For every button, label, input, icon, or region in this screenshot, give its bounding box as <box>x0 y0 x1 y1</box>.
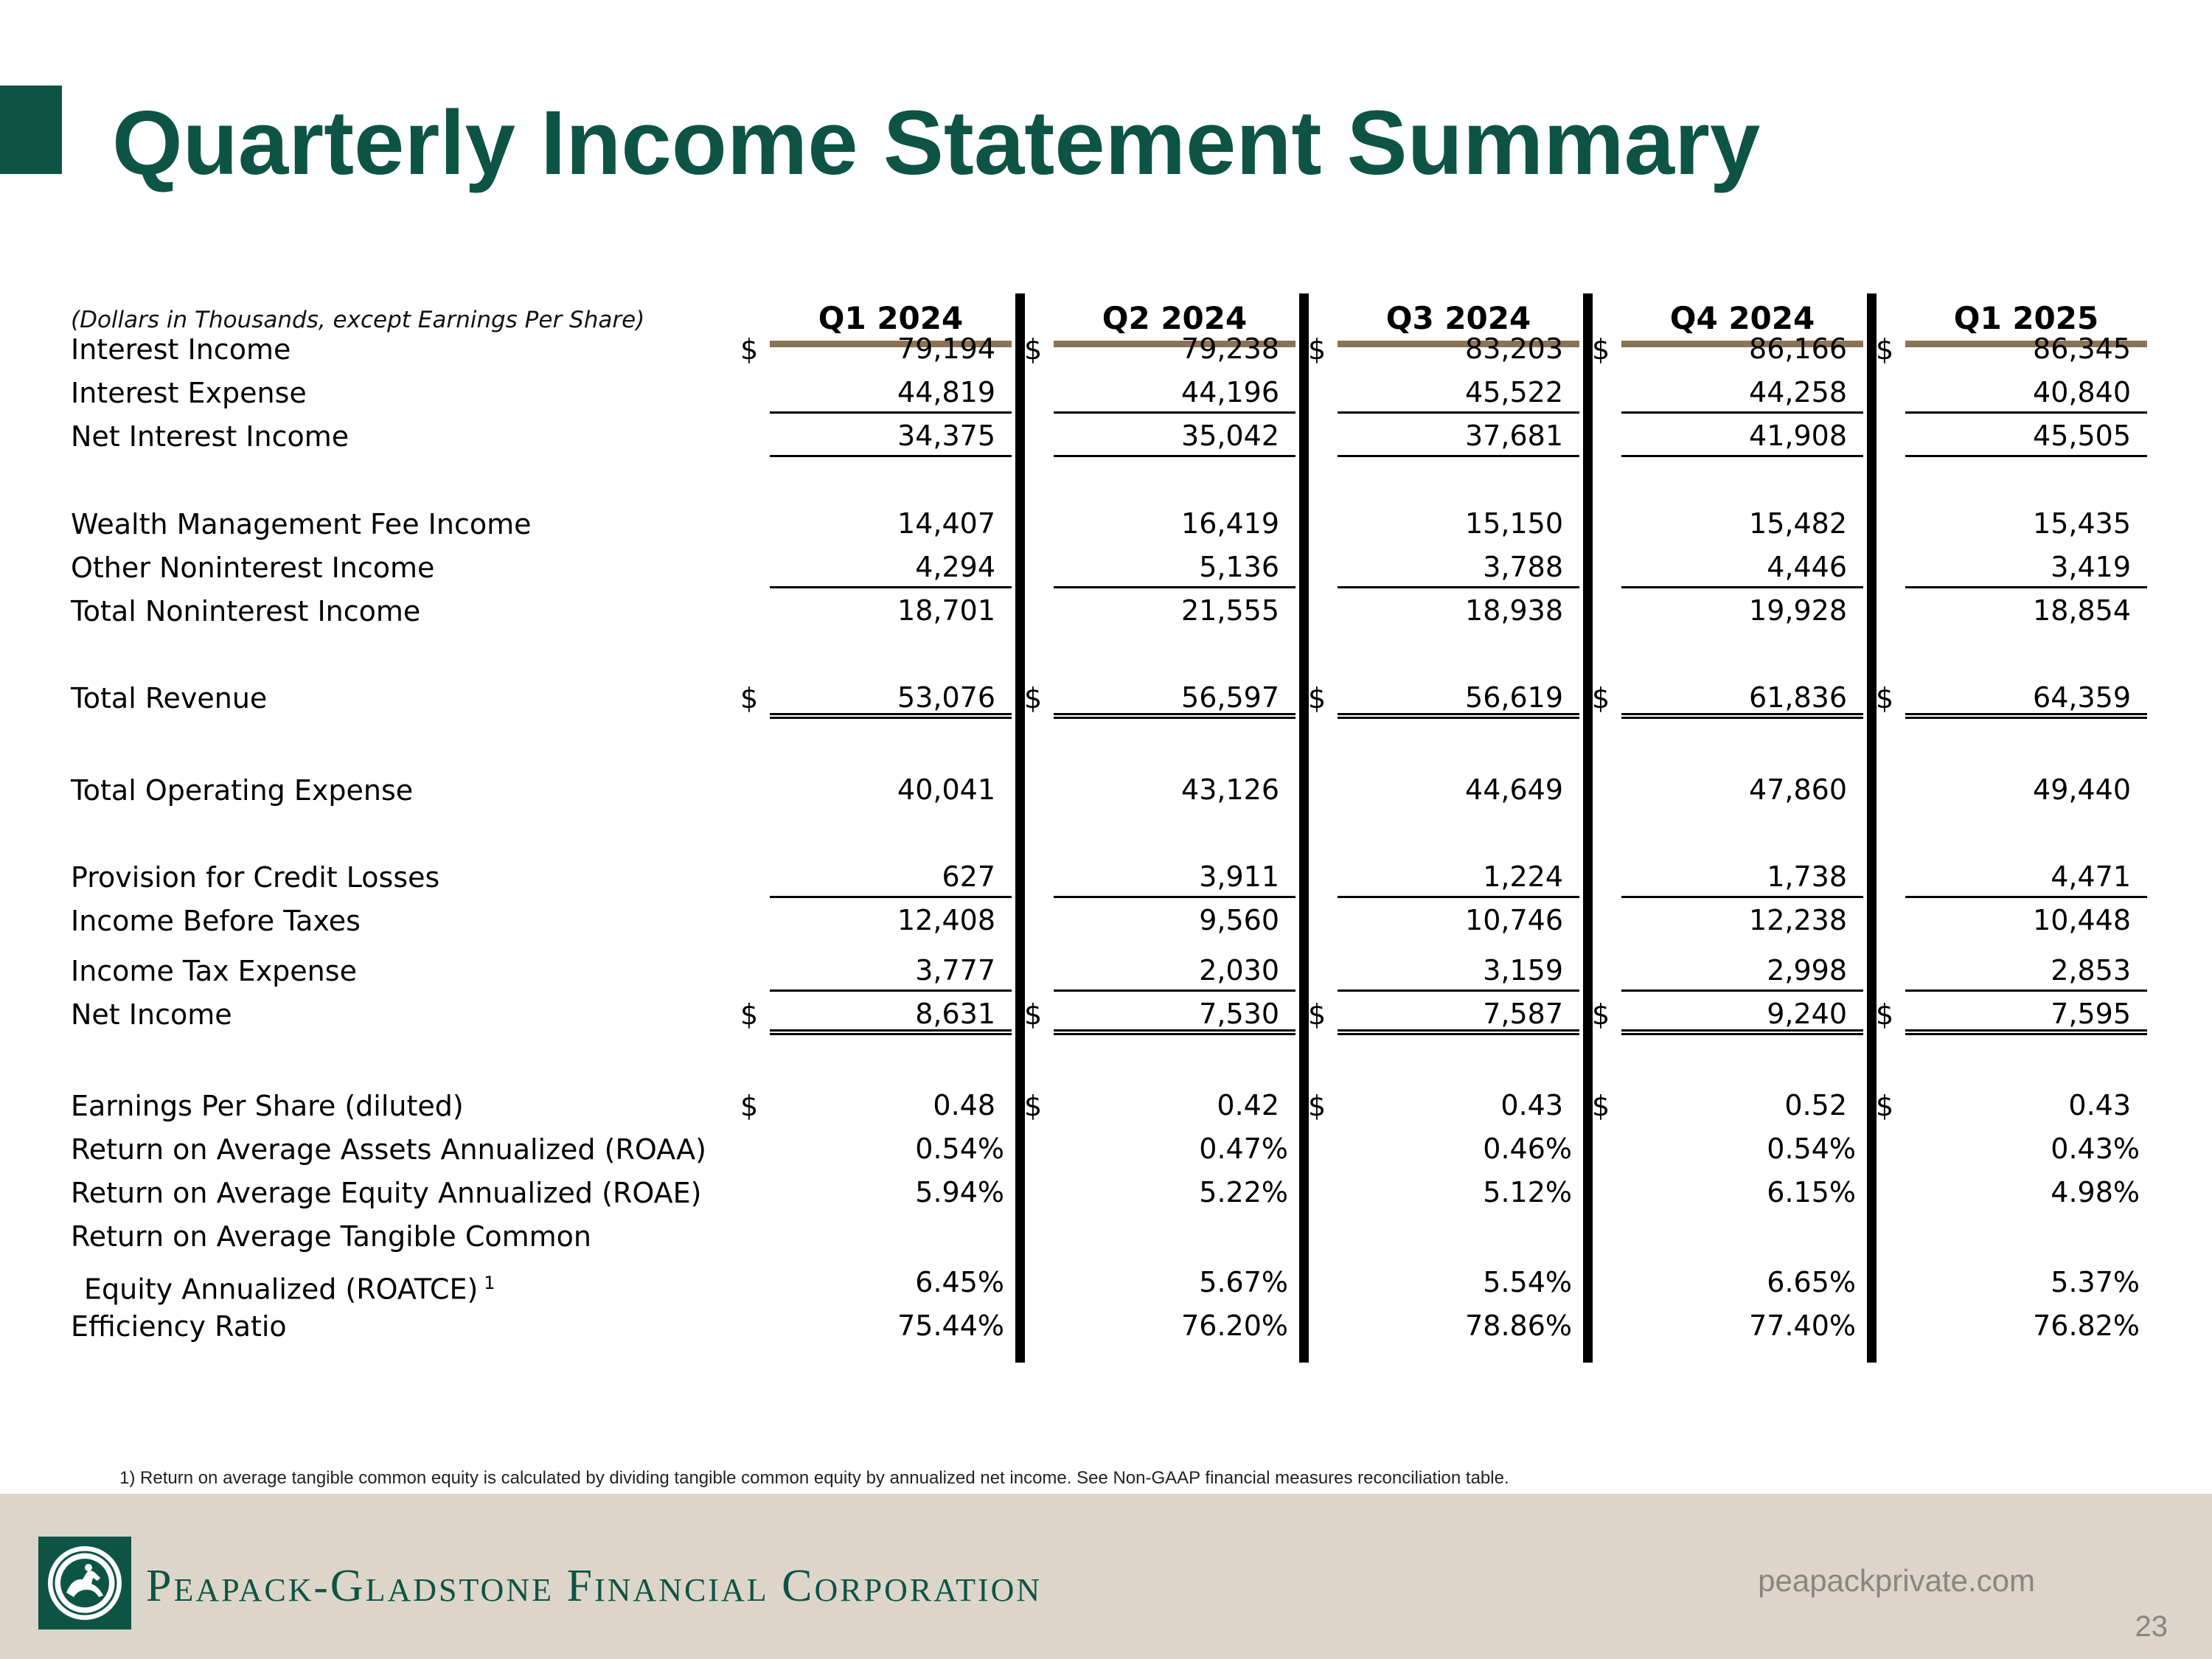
currency-symbol: $ <box>1024 1090 1043 1122</box>
currency-symbol: $ <box>1592 333 1610 366</box>
table-cell: 5.54% <box>1483 1266 1572 1298</box>
table-cell: 40,840 <box>1905 371 2147 414</box>
row-label <box>84 1265 495 1307</box>
table-cell: 79,194 <box>897 333 995 365</box>
table-row <box>65 899 2152 943</box>
currency-symbol: $ <box>1876 998 1894 1031</box>
table-cell: 0.43% <box>2051 1133 2140 1165</box>
table-cell: 0.42 <box>1217 1089 1279 1121</box>
units-note: (Dollars in Thousands, except Earnings Per Share) <box>71 307 645 333</box>
table-row <box>65 1171 2152 1215</box>
table-cell: 2,853 <box>1905 949 2147 992</box>
table-cell: 9,240 <box>1621 992 1863 1035</box>
row-label <box>71 1309 287 1344</box>
table-row <box>65 676 2152 720</box>
table-row <box>65 546 2152 590</box>
currency-symbol: $ <box>1876 333 1894 366</box>
table-cell: 75.44% <box>897 1310 1004 1342</box>
currency-symbol: $ <box>1876 1090 1894 1122</box>
table-cell: 3,419 <box>1905 546 2147 588</box>
table-cell: 61,836 <box>1621 676 1863 719</box>
table-cell: 77.40% <box>1749 1310 1856 1342</box>
column-header: Q2 2024 <box>1054 296 1295 347</box>
table-cell: 5,136 <box>1054 546 1295 588</box>
table-cell: 15,482 <box>1749 507 1847 540</box>
table-cell: 64,359 <box>1905 676 2147 719</box>
row-label <box>71 1088 464 1124</box>
table-cell: 3,788 <box>1338 546 1579 588</box>
table-cell: 18,854 <box>2033 594 2131 627</box>
table-cell: 7,587 <box>1338 992 1579 1035</box>
currency-symbol: $ <box>1592 682 1610 714</box>
table-cell: 44,258 <box>1621 371 1863 414</box>
table-cell: 5.22% <box>1199 1176 1288 1208</box>
table-cell: 0.48 <box>933 1089 995 1121</box>
table-row <box>65 1214 2152 1259</box>
table-cell: 0.54% <box>915 1133 1004 1165</box>
row-label <box>71 903 361 939</box>
table-cell: 40,041 <box>897 773 995 806</box>
row-label <box>71 860 439 895</box>
table-cell: 2,030 <box>1054 949 1295 992</box>
table-cell: 76.20% <box>1181 1310 1288 1342</box>
table-row <box>65 855 2152 900</box>
table-cell: 45,505 <box>1905 414 2147 457</box>
table-cell: 1,224 <box>1338 855 1579 898</box>
table-cell: 5.94% <box>915 1176 1004 1208</box>
table-row <box>65 949 2152 993</box>
horse-rider-seal-icon <box>44 1543 125 1624</box>
table-cell: 56,597 <box>1054 676 1295 719</box>
row-label <box>71 550 434 585</box>
row-label-text: Total Revenue <box>71 682 268 714</box>
table-cell: 21,555 <box>1181 594 1279 627</box>
company-logo <box>38 1537 131 1630</box>
table-cell: 15,150 <box>1465 507 1563 540</box>
currency-symbol: $ <box>740 998 759 1031</box>
row-label <box>71 953 357 989</box>
table-cell: 44,649 <box>1465 773 1563 806</box>
row-label-text: Income Before Taxes <box>71 905 361 937</box>
table-cell: 6.65% <box>1767 1266 1856 1298</box>
table-cell: 4,294 <box>770 546 1012 588</box>
table-cell: 83,203 <box>1465 333 1563 365</box>
footnote-marker: 1 <box>484 1273 495 1293</box>
table-cell: 0.54% <box>1767 1133 1856 1165</box>
table-cell: 6.45% <box>915 1266 1004 1298</box>
table-cell: 34,375 <box>770 414 1012 457</box>
table-cell: 76.82% <box>2033 1310 2140 1342</box>
currency-symbol: $ <box>740 1090 759 1122</box>
table-cell: 49,440 <box>2033 773 2131 806</box>
table-row <box>65 371 2152 415</box>
table-row <box>65 414 2152 459</box>
table-cell: 627 <box>770 855 1012 898</box>
row-label-text: Wealth Management Fee Income <box>71 508 532 540</box>
table-cell: 79,238 <box>1181 333 1279 365</box>
currency-symbol: $ <box>1024 682 1043 714</box>
row-label <box>71 594 420 629</box>
table-cell: 10,746 <box>1465 904 1563 936</box>
table-cell: 0.47% <box>1199 1133 1288 1165</box>
row-label <box>71 375 307 411</box>
table-cell: 44,196 <box>1054 371 1295 414</box>
table-cell: 8,631 <box>770 992 1012 1035</box>
website-url: peapackprivate.com <box>1758 1563 2035 1598</box>
column-header: Q1 2025 <box>1905 296 2147 347</box>
table-row <box>65 589 2152 633</box>
row-label <box>71 1175 701 1211</box>
row-label-text: Total Noninterest Income <box>71 595 421 627</box>
table-cell: 12,238 <box>1749 904 1847 936</box>
table-row <box>65 768 2152 813</box>
table-cell: 4.98% <box>2051 1176 2140 1208</box>
currency-symbol: $ <box>1308 682 1326 714</box>
table-row <box>65 502 2152 546</box>
column-header: Q4 2024 <box>1621 296 1863 347</box>
row-label-text: Interest Income <box>71 333 291 366</box>
currency-symbol: $ <box>1308 333 1326 366</box>
row-label-text: Total Operating Expense <box>71 774 414 807</box>
table-cell: 7,530 <box>1054 992 1295 1035</box>
row-label-text: Return on Average Tangible Common <box>71 1220 591 1253</box>
table-row <box>65 992 2152 1037</box>
row-label <box>71 997 232 1032</box>
row-label <box>71 332 291 367</box>
table-cell: 2,998 <box>1621 949 1863 992</box>
table-cell: 12,408 <box>897 904 995 936</box>
table-cell: 9,560 <box>1199 904 1279 936</box>
currency-symbol: $ <box>1876 682 1894 714</box>
table-cell: 18,701 <box>897 594 995 627</box>
title-accent-bar <box>0 86 62 174</box>
row-label-text: Net Interest Income <box>71 420 349 453</box>
row-label-text: Net Income <box>71 998 232 1031</box>
row-label-text: Efficiency Ratio <box>71 1310 287 1343</box>
table-cell: 6.15% <box>1767 1176 1856 1208</box>
table-cell: 0.52 <box>1784 1089 1847 1121</box>
table-cell: 56,619 <box>1338 676 1579 719</box>
row-label-text: Return on Average Assets Annualized (ROAA) <box>71 1133 706 1166</box>
table-cell: 43,126 <box>1181 773 1279 806</box>
currency-symbol: $ <box>1024 333 1043 366</box>
page-title: Quarterly Income Statement Summary <box>112 93 1761 194</box>
table-cell: 5.67% <box>1199 1266 1288 1298</box>
currency-symbol: $ <box>1308 1090 1326 1122</box>
column-header: Q1 2024 <box>770 296 1012 347</box>
row-label <box>71 1219 591 1254</box>
table-cell: 7,595 <box>1905 992 2147 1035</box>
table-cell: 41,908 <box>1621 414 1863 457</box>
table-cell: 0.43 <box>2068 1089 2131 1121</box>
row-label-text: Equity Annualized (ROATCE) <box>84 1273 479 1306</box>
table-row <box>65 1261 2152 1305</box>
table-cell: 19,928 <box>1749 594 1847 627</box>
row-label-text: Provision for Credit Losses <box>71 861 440 894</box>
currency-symbol: $ <box>1024 998 1043 1031</box>
column-header: Q3 2024 <box>1338 296 1579 347</box>
table-cell: 45,522 <box>1338 371 1579 414</box>
row-label-text: Income Tax Expense <box>71 955 357 987</box>
table-cell: 4,471 <box>1905 855 2147 898</box>
currency-symbol: $ <box>740 333 759 366</box>
currency-symbol: $ <box>1308 998 1326 1031</box>
currency-symbol: $ <box>740 682 759 714</box>
table-cell: 3,159 <box>1338 949 1579 992</box>
table-cell: 0.46% <box>1483 1133 1572 1165</box>
income-statement-table <box>65 288 2152 1371</box>
company-name: PEAPACK-GLADSTONE FINANCIAL CORPORATION <box>146 1561 1043 1611</box>
table-row <box>65 327 2152 372</box>
table-row <box>65 1127 2152 1172</box>
table-cell: 47,860 <box>1749 773 1847 806</box>
table-cell: 4,446 <box>1621 546 1863 588</box>
table-cell: 78.86% <box>1465 1310 1572 1342</box>
currency-symbol: $ <box>1592 998 1610 1031</box>
footnote: 1) Return on average tangible common equity is calculated by dividing tangible common equity by annualized net income. See Non-GAAP financial measures reconciliation table. <box>119 1468 1509 1488</box>
table-cell: 86,166 <box>1749 333 1847 365</box>
row-label <box>71 507 531 542</box>
table-cell: 10,448 <box>2033 904 2131 936</box>
table-cell: 14,407 <box>897 507 995 540</box>
table-row <box>65 1084 2152 1128</box>
table-cell: 15,435 <box>2033 507 2131 540</box>
row-label <box>71 1132 706 1167</box>
page-number: 23 <box>2135 1610 2168 1643</box>
table-cell: 5.12% <box>1483 1176 1572 1208</box>
table-cell: 37,681 <box>1338 414 1579 457</box>
table-cell: 3,777 <box>770 949 1012 992</box>
row-label <box>71 681 267 716</box>
table-row <box>65 1304 2152 1349</box>
table-cell: 18,938 <box>1465 594 1563 627</box>
row-label-text: Interest Expense <box>71 377 307 409</box>
currency-symbol: $ <box>1592 1090 1610 1122</box>
table-cell: 86,345 <box>2033 333 2131 365</box>
table-cell: 5.37% <box>2051 1266 2140 1298</box>
row-label <box>71 773 413 808</box>
table-cell: 16,419 <box>1181 507 1279 540</box>
row-label-text: Other Noninterest Income <box>71 552 435 584</box>
table-cell: 44,819 <box>770 371 1012 414</box>
row-label-text: Earnings Per Share (diluted) <box>71 1090 464 1122</box>
row-label <box>71 419 349 454</box>
table-cell: 35,042 <box>1054 414 1295 457</box>
table-cell: 53,076 <box>770 676 1012 719</box>
row-label-text: Return on Average Equity Annualized (ROAE) <box>71 1177 702 1209</box>
table-cell: 0.43 <box>1500 1089 1563 1121</box>
table-cell: 1,738 <box>1621 855 1863 898</box>
table-cell: 3,911 <box>1054 855 1295 898</box>
